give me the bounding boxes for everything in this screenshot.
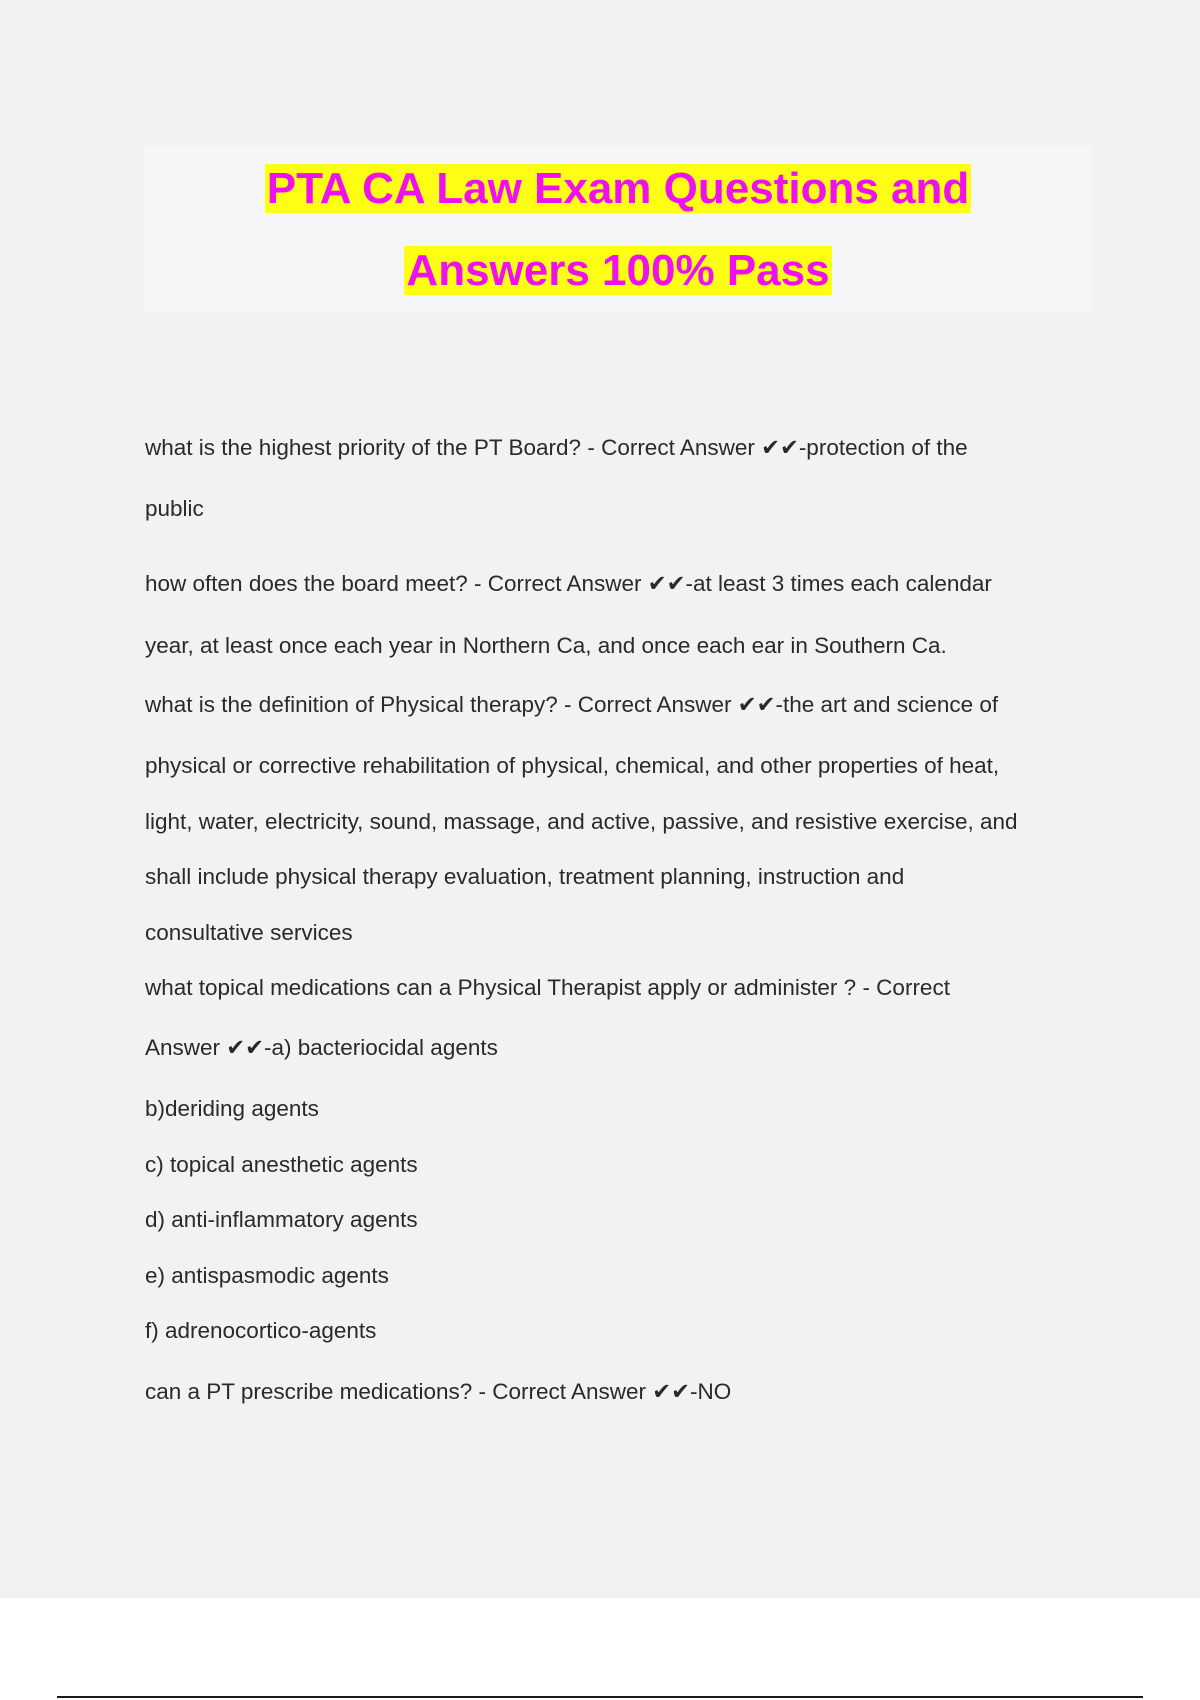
footer-divider [57, 1696, 1143, 1698]
text-line: year, at least once each year in Northern Ca, and once each ear in Southern Ca. [145, 633, 947, 658]
text-line: what is the highest priority of the PT Board? - Correct Answer ✔✔-protection of the [145, 435, 968, 460]
text-line: consultative services [145, 920, 353, 945]
text-line: c) topical anesthetic agents [145, 1152, 418, 1177]
text-line: b)deriding agents [145, 1096, 319, 1121]
text-line: e) antispasmodic agents [145, 1263, 389, 1288]
text-line: how often does the board meet? - Correct Answer ✔✔-at least 3 times each calendar [145, 571, 992, 596]
text-line: d) anti-inflammatory agents [145, 1207, 418, 1232]
text-line: light, water, electricity, sound, massage, and active, passive, and resistive exercise, and [145, 809, 1018, 834]
document-title [144, 145, 1092, 312]
text-line: f) adrenocortico-agents [145, 1318, 377, 1343]
title-line-2: Answers 100% Pass [406, 246, 830, 295]
text-line: what topical medications can a Physical Therapist apply or administer ? - Correct [145, 975, 950, 1000]
text-line: can a PT prescribe medications? - Correct Answer ✔✔-NO [145, 1379, 732, 1404]
text-line: physical or corrective rehabilitation of physical, chemical, and other properties of heat, [145, 753, 1000, 778]
text-line: what is the definition of Physical therapy? - Correct Answer ✔✔-the art and science of [145, 692, 999, 717]
title-line-1: PTA CA Law Exam Questions and [266, 164, 970, 213]
title-banner [144, 145, 1092, 313]
text-line: public [145, 496, 204, 521]
text-line: Answer ✔✔-a) bacteriocidal agents [145, 1035, 498, 1060]
text-line: shall include physical therapy evaluation, treatment planning, instruction and [145, 864, 905, 889]
